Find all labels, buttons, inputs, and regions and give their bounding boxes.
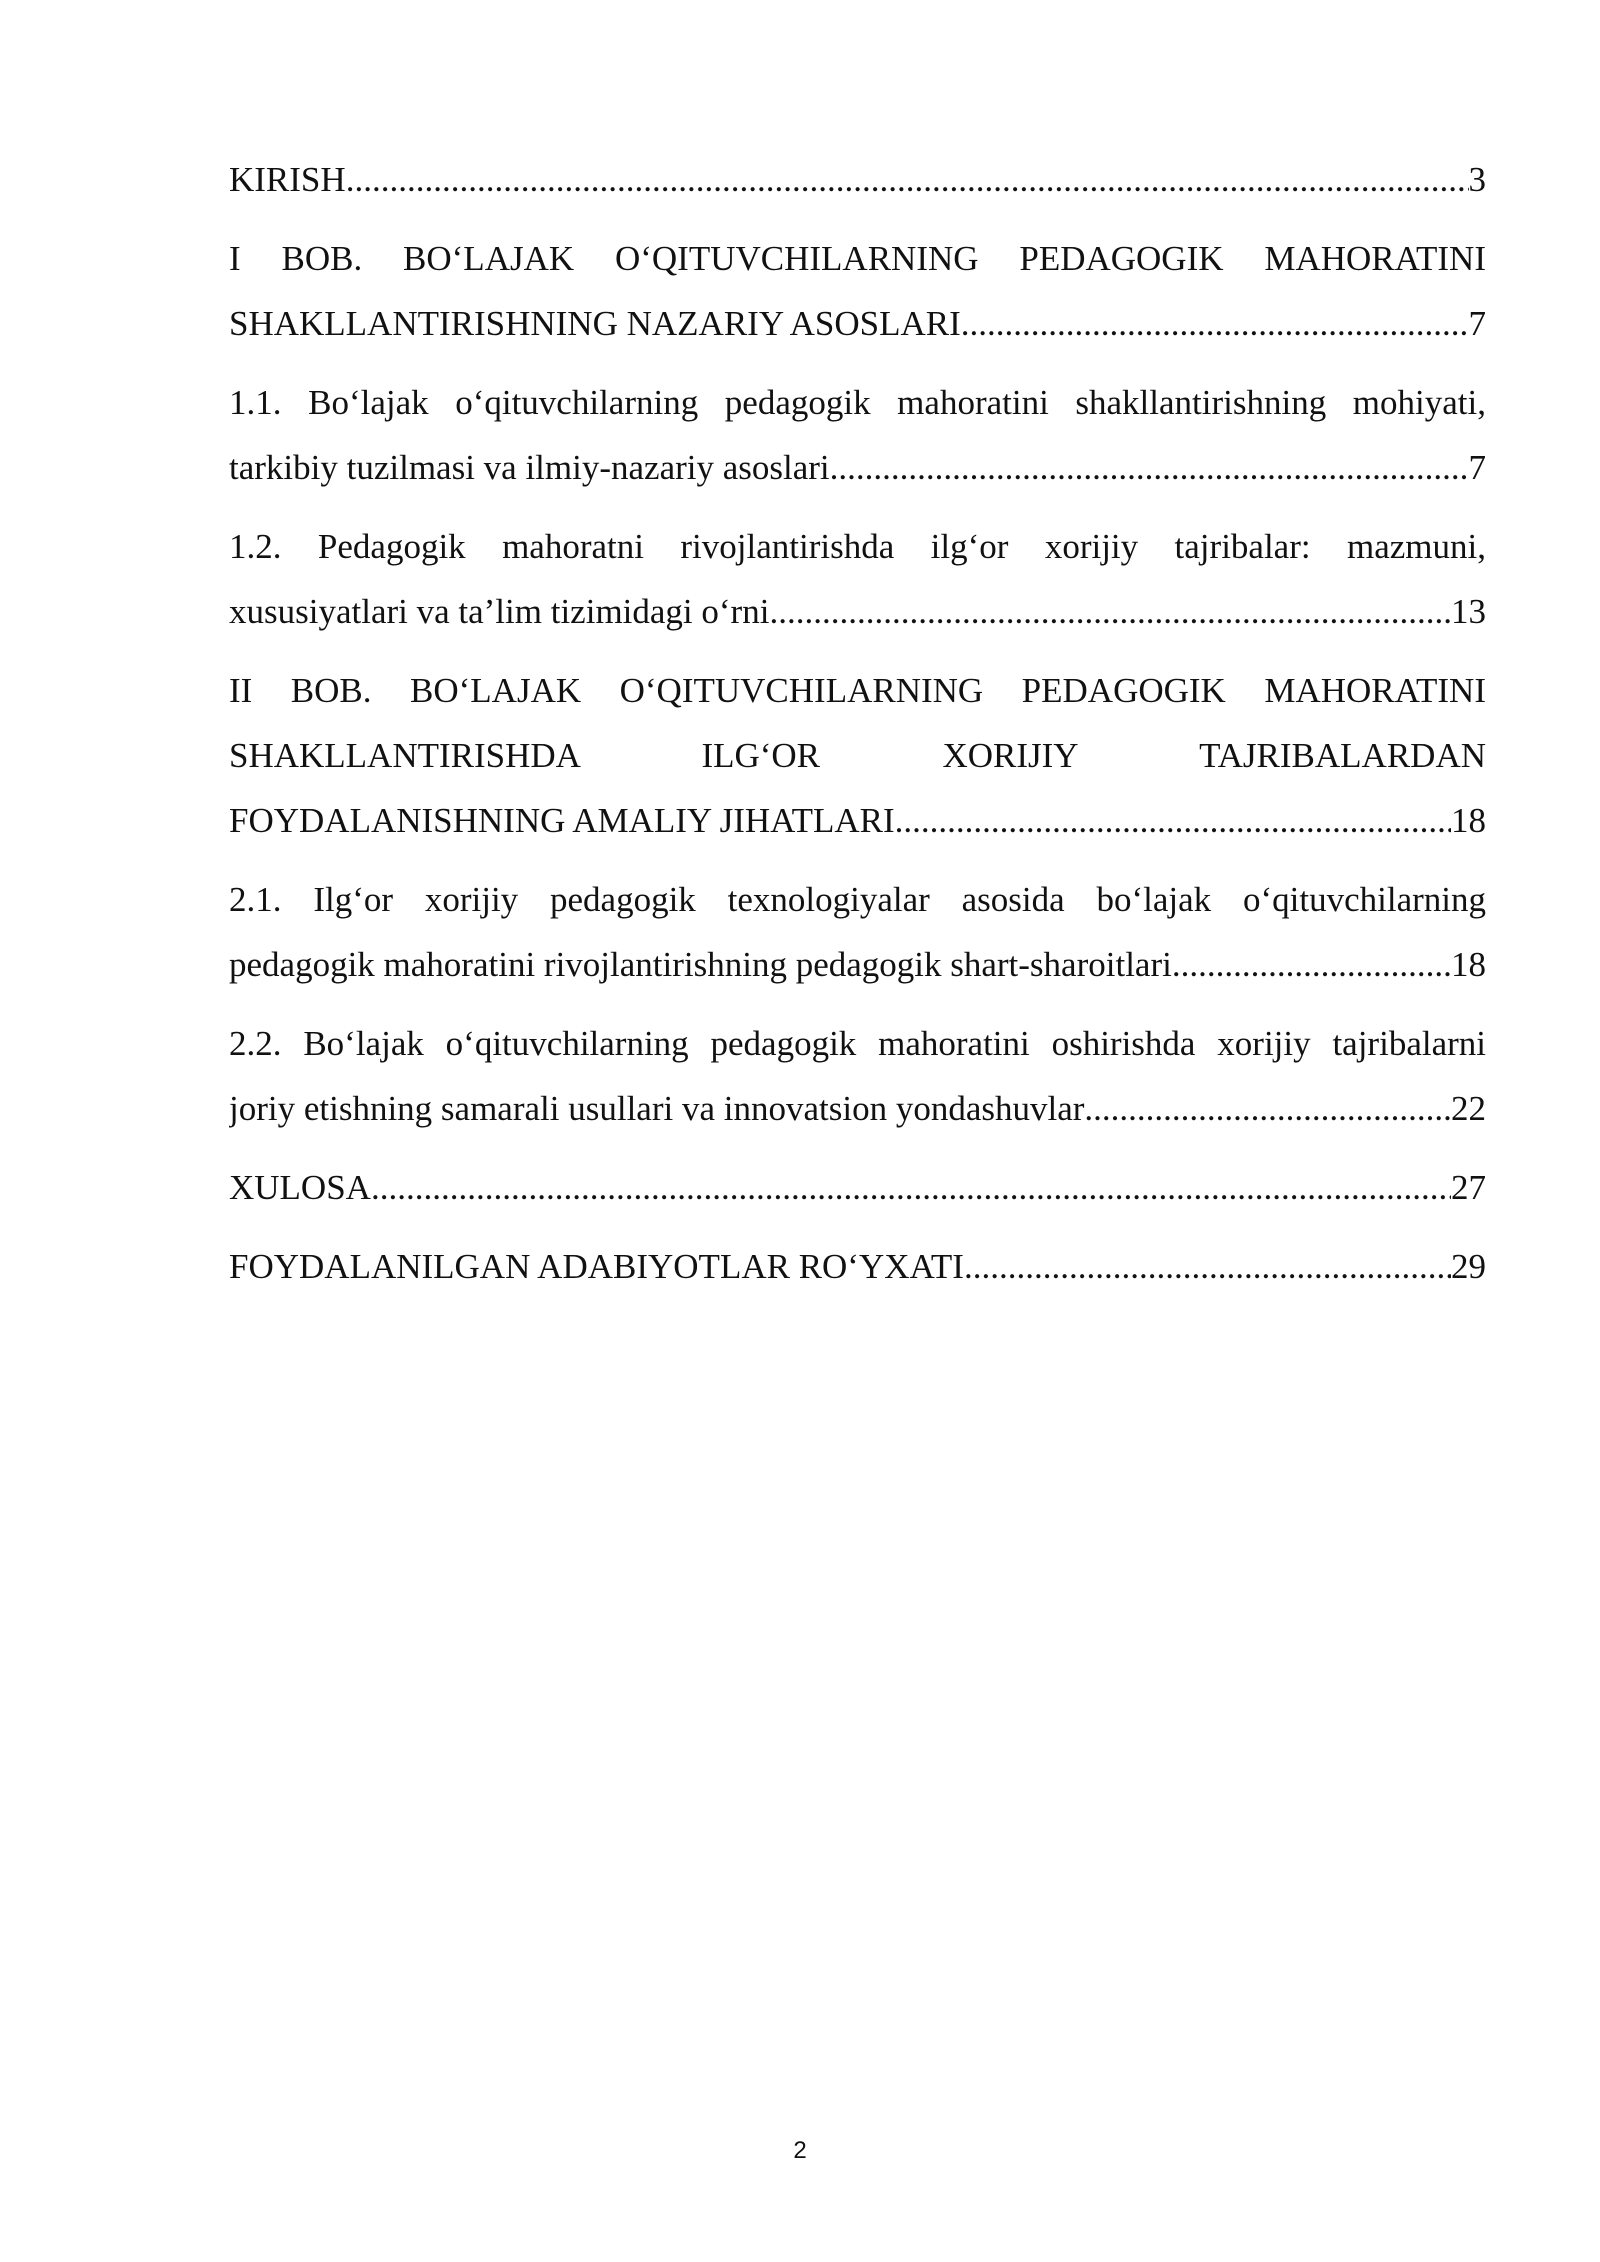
toc-entry-chapter-1[interactable] bbox=[229, 226, 1486, 356]
toc-entry-title: FOYDALANISHNING AMALIY JIHATLARI bbox=[229, 801, 895, 840]
table-of-contents bbox=[229, 147, 1486, 1313]
toc-page-number: 18 bbox=[1451, 945, 1486, 984]
toc-line bbox=[229, 435, 1486, 500]
toc-line: 2.1. Ilg‘or xorijiy pedagogik texnologiyalar asosida bo‘lajak o‘qituvchilarning bbox=[229, 880, 1486, 919]
toc-entry-title: xususiyatlari va ta’lim tizimidagi o‘rni bbox=[229, 592, 770, 631]
toc-entry-references[interactable] bbox=[229, 1234, 1486, 1299]
dot-leader bbox=[1172, 932, 1451, 997]
toc-line: SHAKLLANTIRISHDA ILG‘OR XORIJIY TAJRIBALARDAN bbox=[229, 736, 1486, 775]
toc-line bbox=[229, 147, 1486, 212]
footer-page-number: 2 bbox=[793, 2137, 807, 2164]
toc-entry-chapter-2[interactable] bbox=[229, 658, 1486, 853]
toc-entry-section-2-2[interactable] bbox=[229, 1011, 1486, 1141]
toc-line: I BOB. BO‘LAJAK O‘QITUVCHILARNING PEDAGOGIK MAHORATINI bbox=[229, 239, 1486, 278]
toc-entry-title: FOYDALANILGAN ADABIYOTLAR RO‘YXATI bbox=[229, 1247, 964, 1286]
toc-line: 2.2. Bo‘lajak o‘qituvchilarning pedagogik mahoratini oshirishda xorijiy tajribalarni bbox=[229, 1024, 1486, 1063]
toc-page-number: 18 bbox=[1451, 801, 1486, 840]
dot-leader bbox=[1084, 1076, 1451, 1141]
dot-leader bbox=[961, 291, 1469, 356]
dot-leader bbox=[964, 1234, 1451, 1299]
toc-entry-title: KIRISH bbox=[229, 160, 346, 199]
toc-line: 1.2. Pedagogik mahoratni rivojlantirishda ilg‘or xorijiy tajribalar: mazmuni, bbox=[229, 527, 1486, 566]
toc-line bbox=[229, 1076, 1486, 1141]
toc-line bbox=[229, 291, 1486, 356]
dot-leader bbox=[371, 1155, 1451, 1220]
toc-entry-title: pedagogik mahoratini rivojlantirishning pedagogik shart-sharoitlari bbox=[229, 945, 1172, 984]
toc-entry-title: SHAKLLANTIRISHNING NAZARIY ASOSLARI bbox=[229, 304, 961, 343]
dot-leader bbox=[830, 435, 1469, 500]
toc-page-number: 29 bbox=[1451, 1247, 1486, 1286]
toc-entry-title: XULOSA bbox=[229, 1168, 371, 1207]
toc-entry-title: joriy etishning samarali usullari va innovatsion yondashuvlar bbox=[229, 1089, 1085, 1128]
dot-leader bbox=[346, 147, 1469, 212]
toc-page-number: 27 bbox=[1451, 1168, 1486, 1207]
toc-entry-kirish[interactable] bbox=[229, 147, 1486, 212]
toc-entry-xulosa[interactable] bbox=[229, 1155, 1486, 1220]
toc-page-number: 7 bbox=[1468, 448, 1486, 487]
toc-line bbox=[229, 1234, 1486, 1299]
toc-entry-title: tarkibiy tuzilmasi va ilmiy-nazariy asoslari bbox=[229, 448, 830, 487]
toc-page-number: 13 bbox=[1451, 592, 1486, 631]
toc-page-number: 7 bbox=[1468, 304, 1486, 343]
toc-line: 1.1. Bo‘lajak o‘qituvchilarning pedagogik mahoratini shakllantirishning mohiyati, bbox=[229, 383, 1486, 422]
toc-line bbox=[229, 788, 1486, 853]
toc-page-number: 22 bbox=[1451, 1089, 1486, 1128]
toc-line bbox=[229, 1155, 1486, 1220]
dot-leader bbox=[895, 788, 1451, 853]
toc-entry-section-1-2[interactable] bbox=[229, 514, 1486, 644]
toc-entry-section-2-1[interactable] bbox=[229, 867, 1486, 997]
toc-entry-section-1-1[interactable] bbox=[229, 370, 1486, 500]
toc-line: II BOB. BO‘LAJAK O‘QITUVCHILARNING PEDAGOGIK MAHORATINI bbox=[229, 671, 1486, 710]
toc-line bbox=[229, 579, 1486, 644]
toc-line bbox=[229, 932, 1486, 997]
toc-page-number: 3 bbox=[1468, 160, 1486, 199]
dot-leader bbox=[769, 579, 1451, 644]
